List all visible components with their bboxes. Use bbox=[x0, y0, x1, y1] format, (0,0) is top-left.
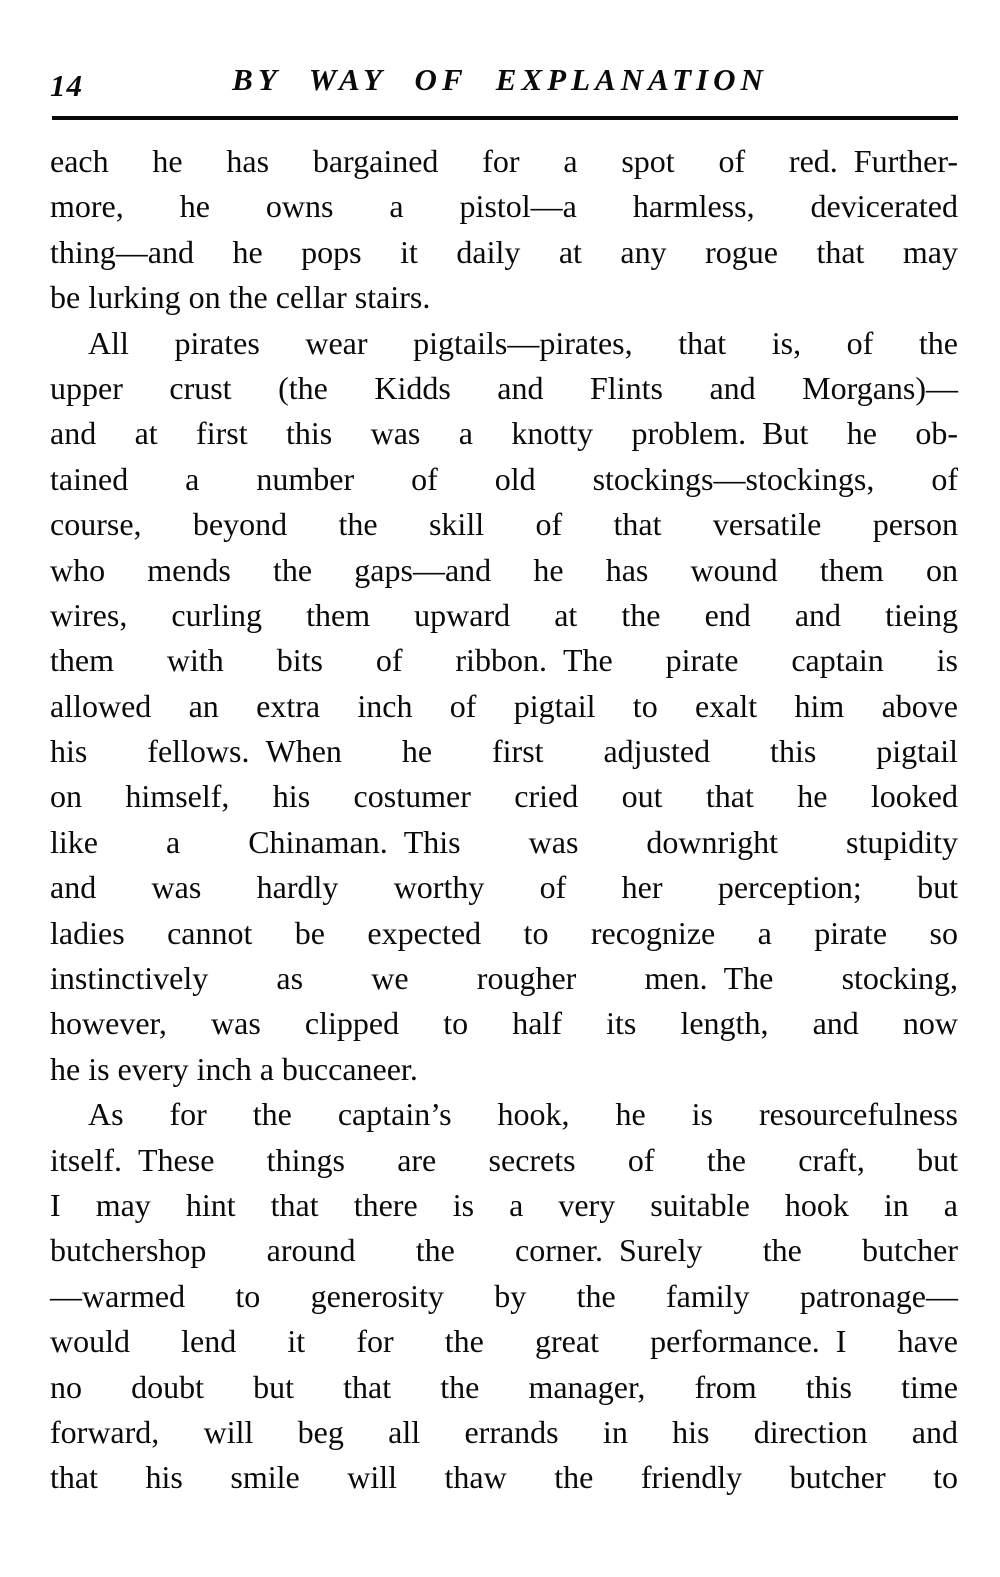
text-line: that his smile will thaw the friendly butcher to bbox=[50, 1459, 958, 1496]
text-line: who mends the gaps—and he has wound them on bbox=[50, 551, 958, 588]
text-line: on himself, his costumer cried out that he looked bbox=[50, 778, 958, 815]
text-line: thing—and he pops it daily at any rogue that may bbox=[50, 233, 958, 270]
header-rule bbox=[52, 116, 958, 120]
text-line: course, beyond the skill of that versatile person bbox=[50, 506, 958, 543]
text-line: As for the captain’s hook, he is resourcefulness bbox=[88, 1096, 958, 1133]
text-line: itself. These things are secrets of the craft, but bbox=[50, 1141, 958, 1178]
text-line: more, he owns a pistol—a harmless, devicerated bbox=[50, 188, 958, 225]
text-line: them with bits of ribbon. The pirate captain is bbox=[50, 642, 958, 679]
text-line: no doubt but that the manager, from this time bbox=[50, 1368, 958, 1405]
text-line: —warmed to generosity by the family patronage— bbox=[50, 1277, 958, 1314]
text-line: butchershop around the corner. Surely the butcher bbox=[50, 1232, 958, 1269]
text-line: and was hardly worthy of her perception; but bbox=[50, 869, 958, 906]
text-line: like a Chinaman. This was downright stupidity bbox=[50, 823, 958, 860]
running-head: BY WAY OF EXPLANATION bbox=[232, 62, 768, 97]
text-line: upper crust (the Kidds and Flints and Morgans)— bbox=[50, 369, 958, 406]
text-line: tained a number of old stockings—stockings, of bbox=[50, 460, 958, 497]
text-line: be lurking on the cellar stairs. bbox=[50, 279, 431, 316]
text-line: allowed an extra inch of pigtail to exalt him above bbox=[50, 687, 958, 724]
text-line: would lend it for the great performance. I have bbox=[50, 1323, 958, 1360]
page-number: 14 bbox=[50, 68, 83, 103]
text-line: his fellows. When he first adjusted this pigtail bbox=[50, 733, 958, 770]
text-line: All pirates wear pigtails—pirates, that is, of the bbox=[88, 324, 958, 361]
text-line: wires, curling them upward at the end and tieing bbox=[50, 596, 958, 633]
text-line: I may hint that there is a very suitable hook in a bbox=[50, 1186, 958, 1223]
text-line: ladies cannot be expected to recognize a pirate so bbox=[50, 914, 958, 951]
text-line: forward, will beg all errands in his direction and bbox=[50, 1413, 958, 1450]
text-line: each he has bargained for a spot of red. Further- bbox=[50, 143, 958, 179]
text-line: however, was clipped to half its length, and now bbox=[50, 1005, 958, 1042]
text-block bbox=[50, 139, 958, 1501]
text-line: he is every inch a buccaneer. bbox=[50, 1050, 418, 1087]
page-header bbox=[0, 62, 1000, 108]
text-line: and at first this was a knotty problem. But he ob- bbox=[50, 415, 958, 452]
text-line: instinctively as we rougher men. The stocking, bbox=[50, 960, 958, 997]
